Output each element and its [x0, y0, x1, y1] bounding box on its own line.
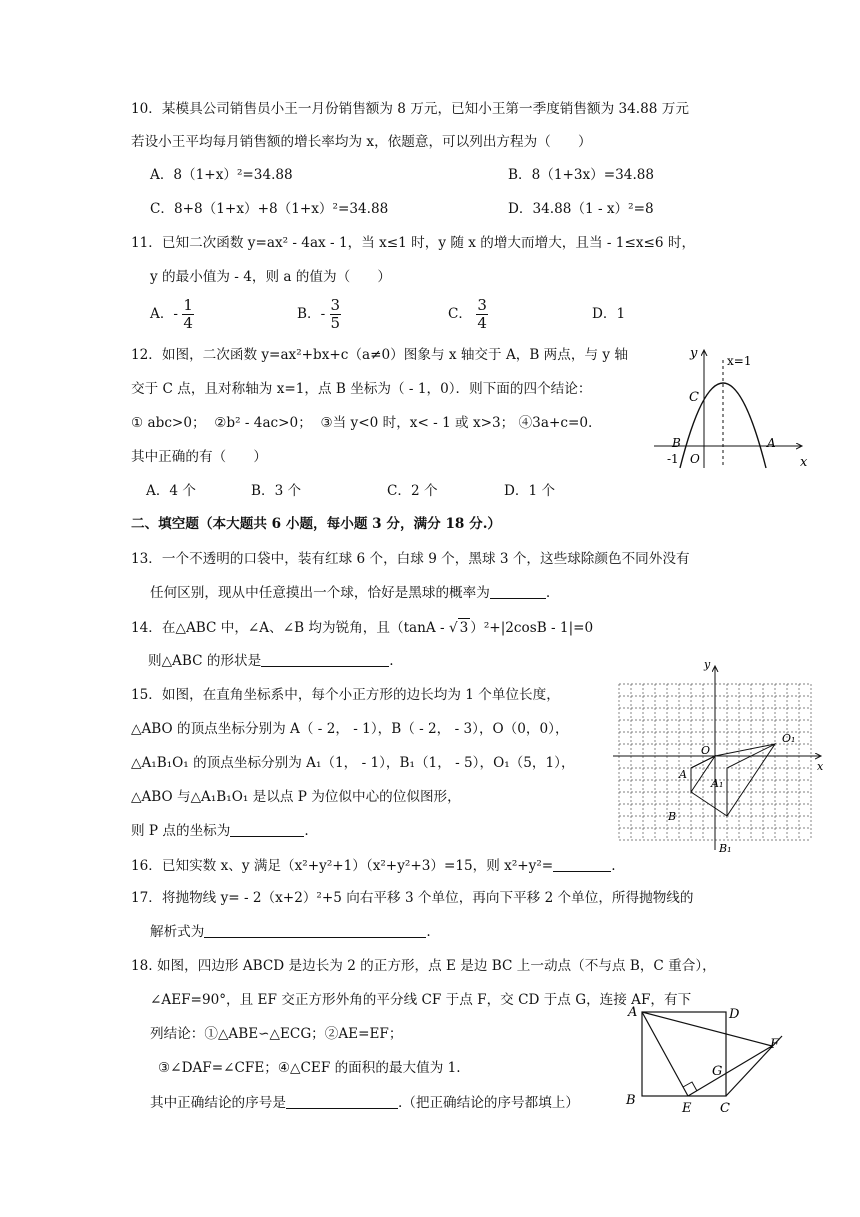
axis-label: x=1 [727, 354, 752, 368]
point-o-label: O [701, 744, 711, 757]
q11-option-a: A．- $\frac{1}{4}$ [150, 296, 193, 332]
q12-option-b: B．3 个 [251, 483, 302, 499]
point-o1-label: O₁ [782, 732, 796, 745]
parabola-figure [650, 340, 810, 470]
fraction: $\frac{3}{4}$ [477, 296, 487, 332]
q12-stem-line4: 其中正确的有（ ） [131, 449, 267, 465]
q13-stem-line2: 任何区别，现从中任意摸出一个球，恰好是黑球的概率为 . [150, 585, 551, 601]
x-label: x [817, 760, 824, 773]
q10-stem-line1: 10．某模具公司销售员小王一月份销售额为 8 万元，已知小王第一季度销售额为 34.88 万元 [131, 101, 689, 117]
q12-stem-line1: 12．如图，二次函数 y=ax²+bx+c（a≠0）图象与 x 轴交于 A，B 两点，与 y 轴 [131, 347, 628, 363]
fraction: $\frac{1}{4}$ [183, 296, 193, 332]
q12-option-d: D．1 个 [504, 483, 556, 499]
answer-blank [230, 822, 304, 837]
q15-stem-line3: △A₁B₁O₁ 的顶点坐标分别为 A₁（1， - 1），B₁（1， - 5），O₁（5，1）， [131, 755, 575, 771]
point-f-label: F [770, 1037, 780, 1052]
q18-stem-line3: 列结论：①△ABE∽△ECG；②AE=EF； [150, 1026, 403, 1042]
point-d-label: D [729, 1007, 740, 1022]
segment-ef [688, 1046, 772, 1096]
q15-stem-line1: 15．如图，在直角坐标系中，每个小正方形的边长均为 1 个单位长度， [131, 687, 560, 703]
point-a-label: A [767, 436, 776, 450]
q12-stem-line2: 交于 C 点，且对称轴为 x=1，点 B 坐标为（ - 1，0）．则下面的四个结论： [131, 381, 592, 397]
point-c-label: C [689, 390, 699, 405]
answer-blank [204, 923, 426, 938]
q18-stem-line2: ∠AEF=90°，且 EF 交正方形外角的平分线 CF 于点 F，交 CD 于点 G，连接 AF，有下 [150, 992, 692, 1008]
coordinate-grid-figure [605, 660, 830, 856]
q13-stem-line1: 13．一个不透明的口袋中，装有红球 6 个，白球 9 个，黑球 3 个，这些球除颜色不同外没有 [131, 551, 690, 567]
q15-stem-line5: 则 P 点的坐标为 . [131, 823, 309, 839]
point-e-label: E [682, 1101, 692, 1116]
answer-blank [286, 1094, 398, 1109]
q18-stem-line4: ③∠DAF=∠CFE；④△CEF 的面积的最大值为 1. [158, 1060, 461, 1076]
q11-option-d: D．1 [592, 306, 626, 322]
q10-stem-line2: 若设小王平均每月销售额的增长率均为 x，依题意，可以列出方程为（ ） [131, 134, 592, 150]
answer-blank [490, 584, 546, 599]
q11-option-b: B．- $\frac{3}{5}$ [297, 296, 341, 332]
x-label: x [800, 455, 808, 470]
point-g-label: G [712, 1064, 723, 1079]
q11-stem-line1: 11．已知二次函数 y=ax² - 4ax - 1，当 x≤1 时，y 随 x 的增大而增大，且当 - 1≤x≤6 时， [131, 235, 696, 251]
y-label: y [690, 346, 698, 361]
q18-stem-line5: 其中正确结论的序号是 .（把正确结论的序号都填上） [150, 1095, 579, 1111]
answer-blank [553, 857, 611, 872]
section-title: 二、填空题（本大题共 6 小题，每小题 3 分，满分 18 分.） [131, 516, 502, 532]
q11-option-c: C． $\frac{3}{4}$ [448, 296, 487, 332]
q10-option-a: A．8（1+x）²=34.88 [150, 167, 293, 183]
q11-stem-line2: y 的最小值为 - 4，则 a 的值为（ ） [150, 269, 391, 285]
q10-option-b: B．8（1+3x）=34.88 [508, 167, 655, 183]
answer-blank [261, 652, 389, 667]
q12-option-a: A．4 个 [146, 483, 196, 499]
q12-conclusions: ① abc>0； ②b² - 4ac>0； ③当 y<0 时，x< - 1 或 x>3； ④3a+c=0. [131, 415, 593, 431]
point-b1-label: B₁ [719, 842, 732, 855]
point-b-label: B [672, 436, 681, 450]
q10-option-c: C．8+8（1+x）+8（1+x）²=34.88 [150, 201, 389, 217]
q17-stem-line1: 17．将抛物线 y= - 2（x+2）²+5 向右平移 3 个单位，再向下平移 2 个单位，所得抛物线的 [131, 890, 694, 906]
q16-stem-line1: 16．已知实数 x、y 满足（x²+y²+1）（x²+y²+3）=15，则 x²+y²= . [131, 858, 616, 874]
square-figure [622, 1000, 798, 1120]
point-a-label: A [628, 1005, 638, 1020]
segment-ae [642, 1012, 688, 1096]
sqrt-value: 3 [459, 620, 469, 636]
point-a1-label: A₁ [711, 777, 724, 790]
q15-stem-line2: △ABO 的顶点坐标分别为 A（ - 2， - 1），B（ - 2， - 3），O（0，0）， [131, 721, 569, 737]
point-b-label: B [668, 810, 677, 823]
point-c-label: C [720, 1101, 730, 1116]
origin-label: O [690, 452, 700, 466]
point-a-label: A [679, 768, 687, 781]
square-abcd [642, 1012, 726, 1096]
q15-stem-line4: △ABO 与△A₁B₁O₁ 是以点 P 为位似中心的位似图形， [131, 789, 461, 805]
q12-option-c: C．2 个 [387, 483, 438, 499]
q10-option-d: D．34.88（1 - x）²=8 [508, 201, 654, 217]
q18-stem-line1: 18. 如图，四边形 ABCD 是边长为 2 的正方形，点 E 是边 BC 上一动点（不与点 B，C 重合）， [131, 958, 716, 974]
segment-af [642, 1012, 772, 1046]
point-b-label: B [626, 1093, 636, 1108]
q14-stem-line1: 14．在△ABC 中，∠A、∠B 均为锐角，且（tanA - √ 3 ）²+|2cosB - 1|=0 [131, 620, 594, 636]
q17-stem-line2: 解析式为 . [150, 924, 431, 940]
fraction: $\frac{3}{5}$ [330, 296, 341, 332]
minus-one-label: -1 [667, 452, 679, 466]
y-label: y [704, 660, 711, 671]
q14-stem-line2: 则△ABC 的形状是 . [148, 653, 394, 669]
